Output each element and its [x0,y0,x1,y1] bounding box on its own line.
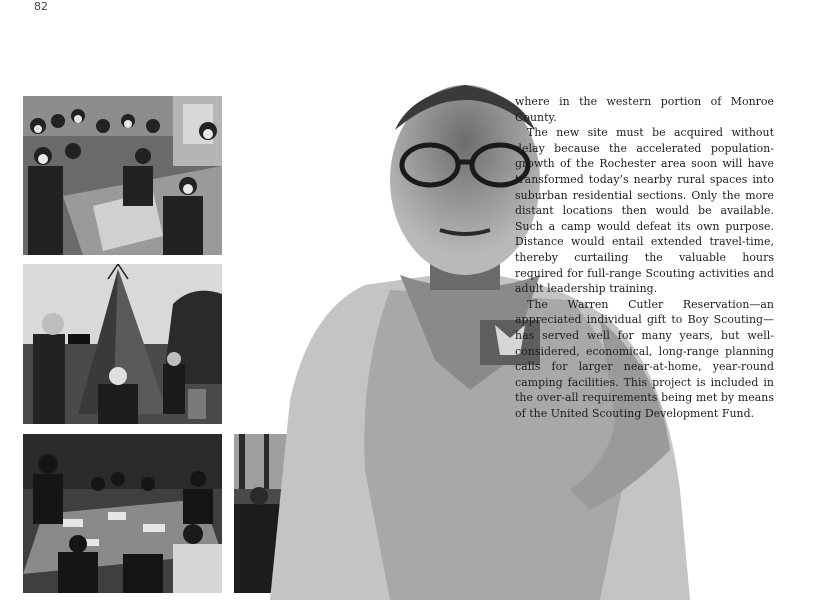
photo-tepee-scouts [23,264,222,424]
page-number: 82 [34,0,48,13]
article-paragraph-1: where in the western portion of Monroe County. [515,95,774,124]
article-paragraph-3: The Warren Cutler Reservation—an appreciated individual gift to Boy Scouting—has served well for many years, but well-considered, economical, long-range planning calls for larger near-at-home, year-round camping facilities. This project is included in the over-all requirements being met by means of the United Scouting Development Fund. [515,297,774,420]
article-paragraph-2: The new site must be acquired without delay because the accelerated population-growth of the Rochester area soon will have transformed today’s nearby rural spaces into suburban residential sections. Only the more distant locations then would be available. Such a camp would defeat its own purpose. Distance would entail extended travel-time, thereby curtailing the valuable hours required for full-range Scouting activities and adult leadership training. [515,126,774,296]
photo-craft-table [23,434,222,593]
article-text [515,94,774,421]
photo-scout-meeting [23,96,222,255]
